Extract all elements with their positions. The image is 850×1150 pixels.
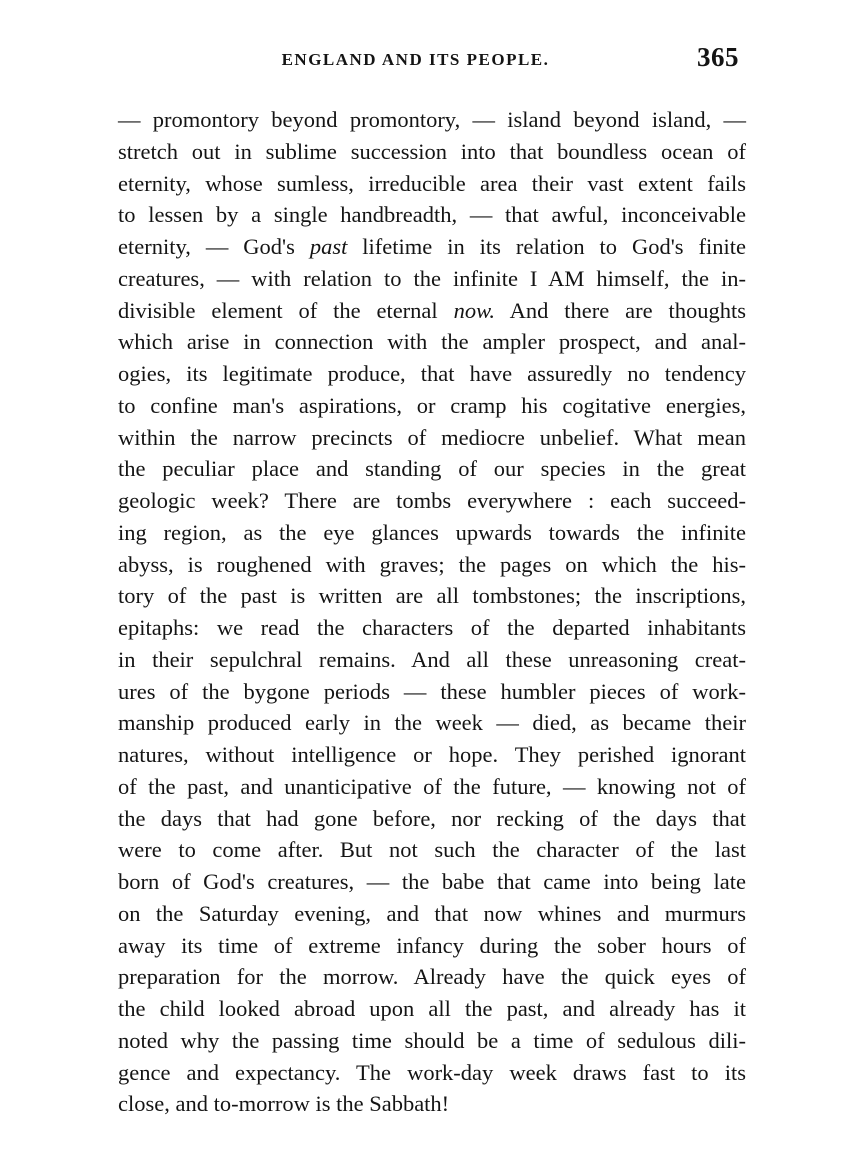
text-line: in their sepulchral remains. And all these unreasoning creat- [118, 646, 746, 672]
text-line: gence and expectancy. The work-day week draws fast to its [118, 1059, 746, 1085]
text-line: close, and to-morrow is the Sabbath! [118, 1091, 450, 1117]
text-line: ogies, its legitimate produce, that have assuredly no tendency [118, 361, 746, 386]
text-line: born of God's creatures, — the babe that came into being late [118, 869, 746, 894]
text-line [118, 231, 746, 263]
running-title: ENGLAND AND ITS PEOPLE. [281, 50, 550, 69]
text-line: on the Saturday evening, and that now whines and murmurs [118, 900, 746, 926]
text-line: tory of the past is written are all tombstones; the inscriptions, [118, 583, 746, 609]
text-line: stretch out in sublime succession into that boundless ocean of [118, 138, 746, 164]
text-line: geologic week? There are tombs everywhere : each succeed- [118, 488, 746, 513]
text-line: away its time of extreme infancy during the sober hours of [118, 932, 746, 958]
text-line: which arise in connection with the ampler prospect, and anal- [118, 329, 746, 355]
italic-word: past [309, 234, 348, 259]
running-head [118, 40, 743, 80]
text-line: eternity, whose sumless, irreducible area their vast extent fails [118, 170, 746, 196]
text-line: within the narrow precincts of mediocre unbelief. What mean [118, 424, 746, 450]
text-segment: And there are thoughts [495, 297, 747, 323]
text-line: — promontory beyond promontory, — island beyond island, — [118, 107, 746, 132]
page-number: 365 [697, 42, 739, 72]
text-line: ures of the bygone periods — these humbler pieces of work- [118, 678, 746, 704]
text-line: to lessen by a single handbreadth, — that awful, inconceivable [118, 202, 746, 228]
text-line: manship produced early in the week — died, as became their [118, 710, 746, 736]
text-line: preparation for the morrow. Already have the quick eyes of [118, 964, 746, 990]
text-line: abyss, is roughened with graves; the pages on which the his- [118, 551, 746, 577]
text-line: were to come after. But not such the character of the last [118, 837, 746, 863]
text-line: creatures, — with relation to the infinite I AM himself, the in- [118, 265, 746, 291]
text-segment: divisible element of the eternal [118, 297, 454, 323]
text-segment: eternity, — God's [118, 234, 310, 259]
text-line: ing region, as the eye glances upwards towards the infinite [118, 519, 746, 545]
italic-word: now. [453, 297, 496, 323]
text-line: noted why the passing time should be a time of sedulous dili- [118, 1027, 746, 1053]
text-segment: lifetime in its relation to God's finite [347, 234, 746, 259]
body-text [118, 104, 746, 1120]
text-line: natures, without intelligence or hope. They perished ignorant [118, 742, 746, 767]
text-line: epitaphs: we read the characters of the departed inhabitants [118, 615, 746, 640]
text-line: to confine man's aspirations, or cramp his cogitative energies, [118, 392, 746, 418]
text-line [118, 295, 746, 327]
text-line: of the past, and unanticipative of the future, — knowing not of [118, 773, 746, 799]
text-line: the child looked abroad upon all the past, and already has it [118, 996, 746, 1021]
text-line: the peculiar place and standing of our species in the great [118, 456, 746, 482]
text-line: the days that had gone before, nor recking of the days that [118, 805, 746, 831]
